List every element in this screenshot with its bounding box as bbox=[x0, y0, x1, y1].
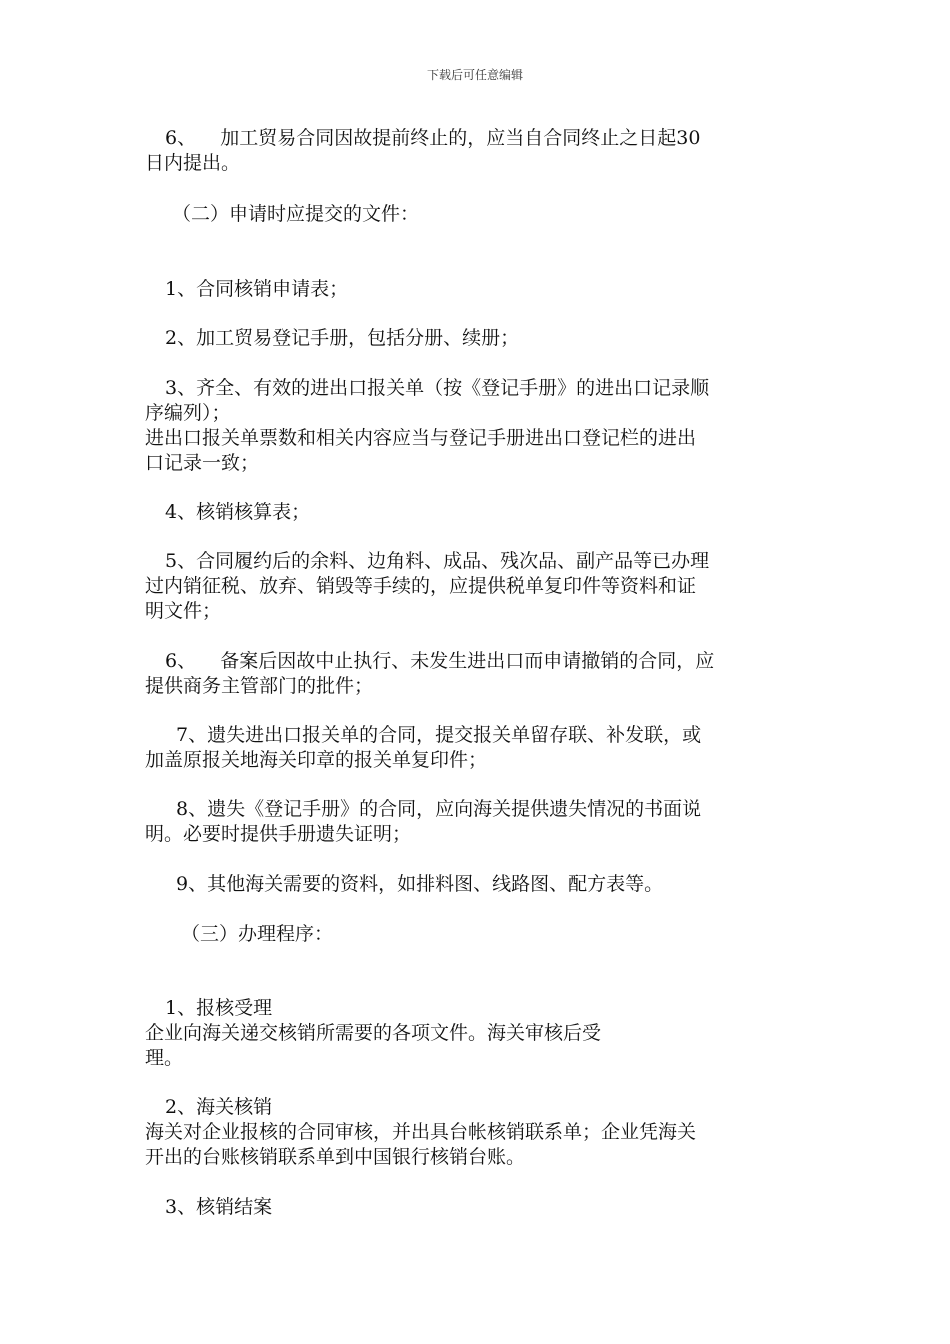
list-item: 3、核销结案 bbox=[165, 1196, 273, 1218]
list-item: 5、合同履约后的余料、边角料、成品、残次品、副产品等已办理 bbox=[165, 550, 710, 572]
text-line: 6、 加工贸易合同因故提前终止的，应当自合同终止之日起30 bbox=[165, 127, 701, 149]
list-item: 4、核销核算表； bbox=[165, 501, 311, 523]
text-line: 企业向海关递交核销所需要的各项文件。海关审核后受 bbox=[145, 1022, 602, 1044]
list-item: 8、遗失《登记手册》的合同，应向海关提供遗失情况的书面说 bbox=[176, 798, 702, 820]
text-line: 明。必要时提供手册遗失证明； bbox=[145, 823, 412, 845]
section-heading: （二）申请时应提交的文件： bbox=[172, 203, 420, 225]
text-line: 日内提出。 bbox=[145, 152, 241, 174]
text-line: 理。 bbox=[145, 1047, 184, 1069]
section-heading: （三）办理程序： bbox=[181, 923, 334, 945]
text-line: 加盖原报关地海关印章的报关单复印件； bbox=[145, 749, 488, 771]
text-line: 海关对企业报核的合同审核，并出具台帐核销联系单；企业凭海关 bbox=[145, 1121, 697, 1143]
list-item: 3、齐全、有效的进出口报关单（按《登记手册》的进出口记录顺 bbox=[165, 377, 710, 399]
list-item: 1、合同核销申请表； bbox=[165, 278, 349, 300]
text-line: 明文件； bbox=[145, 600, 222, 622]
text-line: 口记录一致； bbox=[145, 452, 260, 474]
list-item: 2、加工贸易登记手册，包括分册、续册； bbox=[165, 327, 520, 349]
text-line: 过内销征税、放弃、销毁等手续的，应提供税单复印件等资料和证 bbox=[145, 575, 697, 597]
text-line: 进出口报关单票数和相关内容应当与登记手册进出口登记栏的进出 bbox=[145, 427, 697, 449]
text-line: 提供商务主管部门的批件； bbox=[145, 675, 374, 697]
list-item: 2、海关核销 bbox=[165, 1096, 273, 1118]
list-item: 6、 备案后因故中止执行、未发生进出口而申请撤销的合同，应 bbox=[165, 650, 715, 672]
list-item: 7、遗失进出口报关单的合同，提交报关单留存联、补发联，或 bbox=[176, 724, 702, 746]
list-item: 1、报核受理 bbox=[165, 997, 273, 1019]
list-item: 9、其他海关需要的资料，如排料图、线路图、配方表等。 bbox=[176, 873, 664, 895]
text-line: 开出的台账核销联系单到中国银行核销台账。 bbox=[145, 1146, 526, 1168]
page-header: 下载后可任意编辑 bbox=[426, 68, 523, 82]
text-line: 序编列）； bbox=[145, 402, 231, 424]
